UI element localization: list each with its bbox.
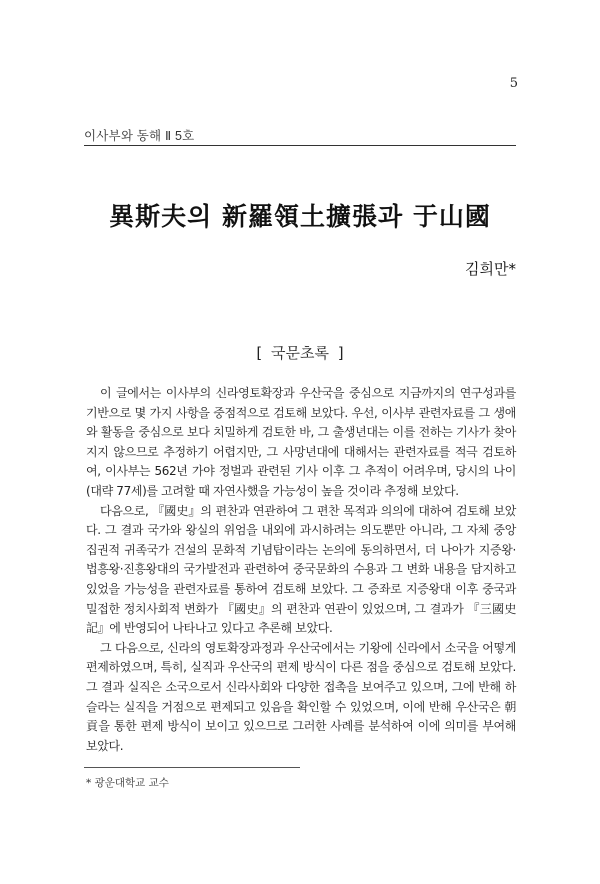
header-divider [84, 145, 516, 146]
abstract-paragraph: 이 글에서는 이사부의 신라영토확장과 우산국을 중심으로 지금까지의 연구성과를 기반으로 몇 가지 사항을 중점적으로 검토해 보았다. 우선, 이사부 관련자료를 그 생애와 활동을 중심으로 보다 치밀하게 검토한 바, 그 출생년대는 이를 전하는 기사가 찾아지지 않으므로 추정하기 어렵지만, 그 사망년대에 대해서는 관련자료를 적극 검토하여, 이사부는 562년 가야 정벌과 관련된 기사 이후 그 추적이 어려우며, 당시의 나이(대략 77세)를 고려할 때 자연사했을 가능성이 높을 것이라 추정해 보았다. [86, 386, 516, 498]
abstract-paragraph: 다음으로, 『國史』의 편찬과 연관하여 그 편찬 목적과 의의에 대하여 검토해 보았다. 그 결과 국가와 왕실의 위엄을 내외에 과시하려는 의도뿐만 아니라, 그 자체 중앙집권적 귀족국가 건설의 문화적 기념탑이라는 논의에 동의하면서, 더 나아가 지증왕·법흥왕·진흥왕대의 국가발전과 관련하여 중국문화의 수용과 그 변화 내용을 담지하고 있었을 가능성을 관련자료를 통하여 검토해 보았다. 그 증좌로 지증왕대 이후 중국과 밀접한 정치사회적 변화가 『國史』의 편찬과 연관이 있었으며, 그 결과가 『三國史記』에 반영되어 나타나고 있다고 추론해 보았다. [86, 503, 516, 636]
abstract-paragraph: 그 다음으로, 신라의 영토확장과정과 우산국에서는 기왕에 신라에서 소국을 어떻게 편제하였으며, 특히, 실직과 우산국의 편제 방식이 다른 점을 중심으로 검토해 보았다. 그 결과 실직은 소국으로서 신라사회와 다양한 접촉을 보여주고 있으며, 그에 반해 하슬라는 실직을 거점으로 편제되고 있음을 확인할 수 있었으며, 이에 반해 우산국은 朝貢을 통한 편제 방식이 보이고 있으므로 그러한 사례를 분석하여 이에 의미를 부여해 보았다. [86, 640, 516, 753]
abstract-heading: [ 국문초록 ] [256, 344, 344, 362]
abstract-body [86, 384, 516, 756]
running-header: 이사부와 동해 Ⅱ 5호 [84, 129, 195, 143]
author-line [465, 258, 516, 279]
author-name: 김희만 [465, 260, 509, 278]
footnote-divider [84, 767, 300, 768]
author-footnote-mark: * [508, 260, 516, 278]
author-affiliation-footnote: * 광운대학교 교수 [86, 777, 169, 789]
page-number: 5 [509, 76, 518, 91]
article-title: 異斯夫의 新羅領土擴張과 于山國 [109, 201, 491, 231]
